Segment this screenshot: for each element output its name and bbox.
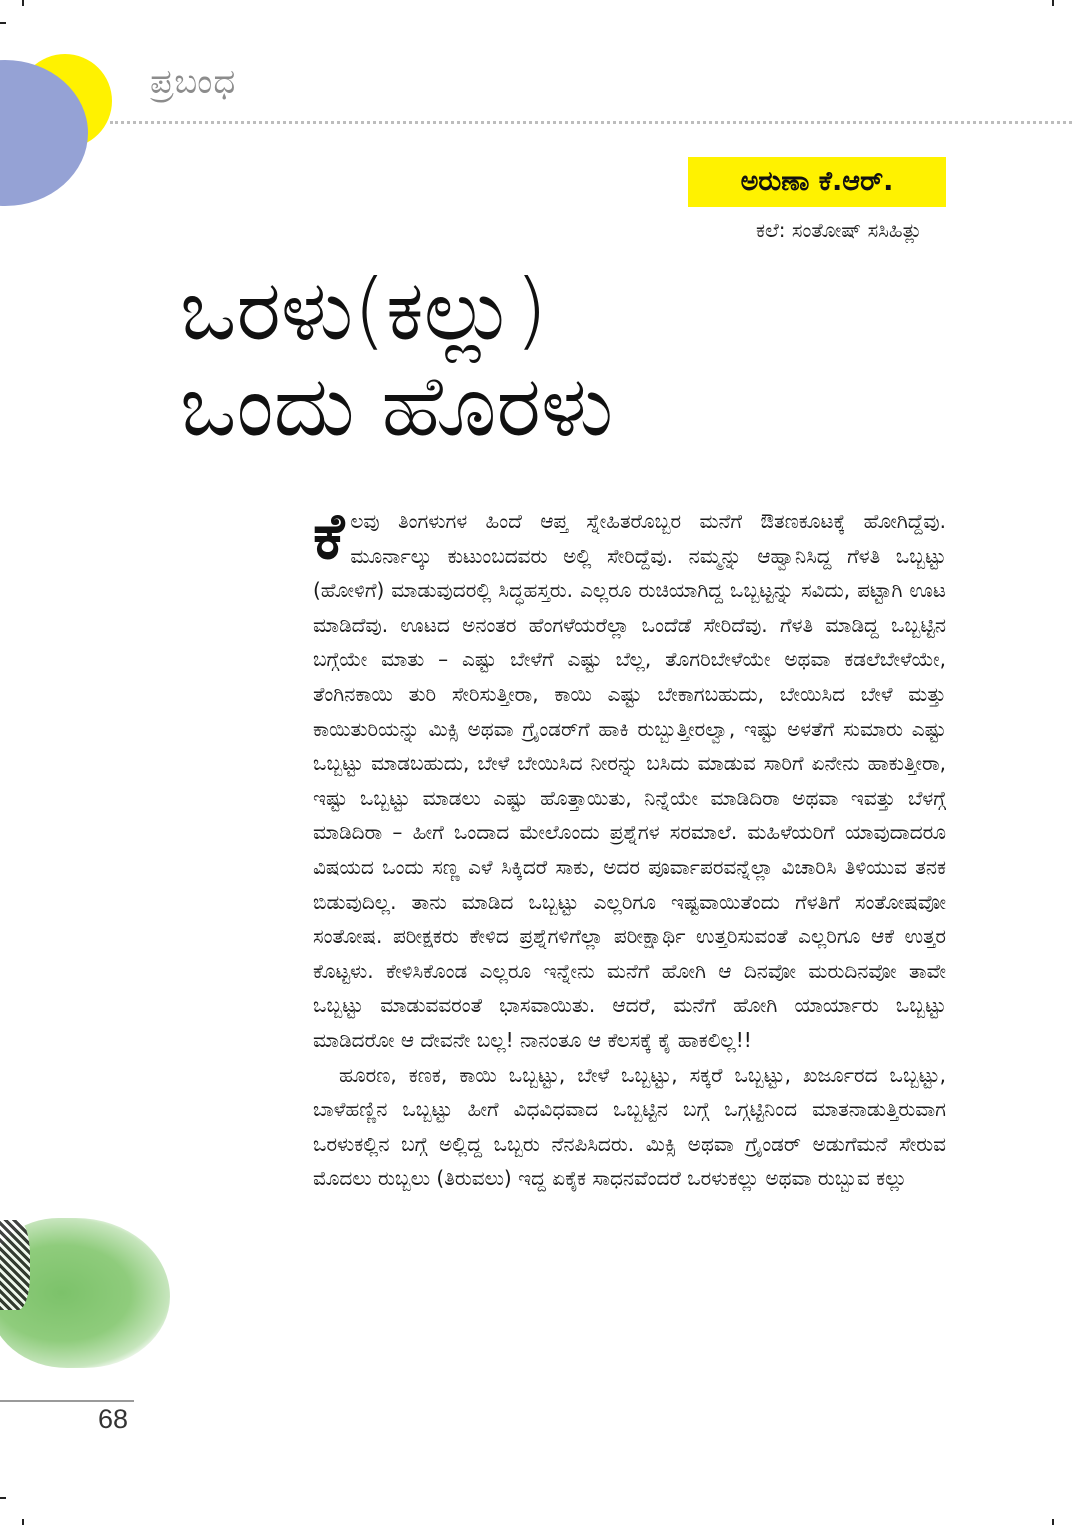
art-credit: ಕಲೆ: ಸಂತೋಷ್ ಸಸಿಹಿತ್ಲು bbox=[755, 218, 922, 242]
ink-figure-illustration bbox=[0, 1220, 30, 1310]
crop-mark bbox=[1052, 0, 1054, 6]
paragraph-2-text: ಹೂರಣ, ಕಣಕ, ಕಾಯಿ ಒಬ್ಬಟ್ಟು, ಬೇಳೆ ಒಬ್ಬಟ್ಟು, ಸಕ್ಕರೆ ಒಬ್ಬಟ್ಟು, ಖರ್ಜೂರದ ಒಬ್ಬಟ್ಟು, ಬಾಳೆಹಣ್ಣಿನ ಒಬ್ಬಟ್ಟು ಹೀಗೆ ವಿಧವಿಧವಾದ ಒಬ್ಬಟ್ಟಿನ ಬಗ್ಗೆ ಒಗ್ಗಟ್ಟಿನಿಂದ ಮಾತನಾಡುತ್ತಿರುವಾಗ ಒರಳುಕಲ್ಲಿನ ಬಗ್ಗೆ ಅಲ್ಲಿದ್ದ ಒಬ್ಬರು ನೆನಪಿಸಿದರು. ಮಿಕ್ಸಿ ಅಥವಾ ಗ್ರೈಂಡರ್ ಅಡುಗೆಮನೆ ಸೇರುವ ಮೊದಲು ರುಬ್ಬಲು (ತಿರುವಲು) ಇದ್ದ ಏಕೈಕ ಸಾಧನವೆಂದರೆ ಒರಳುಕಲ್ಲು ಅಥವಾ ರುಬ್ಬುವ ಕಲ್ಲು bbox=[313, 1062, 946, 1191]
header-divider bbox=[110, 121, 1072, 124]
paragraph-1-text: ಲವು ತಿಂಗಳುಗಳ ಹಿಂದೆ ಆಪ್ತ ಸ್ನೇಹಿತರೊಬ್ಬರ ಮನೆಗೆ ಔತಣಕೂಟಕ್ಕೆ ಹೋಗಿದ್ದೆವು. ಮೂರ್ನಾಲ್ಕು ಕುಟುಂಬದವರು ಅಲ್ಲಿ ಸೇರಿದ್ದೆವು. ನಮ್ಮನ್ನು ಆಹ್ವಾನಿಸಿದ್ದ ಗೆಳತಿ ಒಬ್ಬಟ್ಟು (ಹೋಳಿಗೆ) ಮಾಡುವುದರಲ್ಲಿ ಸಿದ್ಧಹಸ್ತರು. ಎಲ್ಲರೂ ರುಚಿಯಾಗಿದ್ದ ಒಬ್ಬಟ್ಟನ್ನು ಸವಿದು, ಪಟ್ಟಾಗಿ ಊಟ ಮಾಡಿದೆವು. ಊಟದ ಅನಂತರ ಹೆಂಗಳೆಯರೆಲ್ಲಾ ಒಂದೆಡೆ ಸೇರಿದೆವು. ಗೆಳತಿ ಮಾಡಿದ್ದ ಒಬ್ಬಟ್ಟಿನ ಬಗ್ಗೆಯೇ ಮಾತು – ಎಷ್ಟು ಬೇಳೆಗೆ ಎಷ್ಟು ಬೆಲ್ಲ, ತೊಗರಿಬೇಳೆಯೇ ಅಥವಾ ಕಡಲೆಬೇಳೆಯೇ, ತೆಂಗಿನಕಾಯಿ ತುರಿ ಸೇರಿಸುತ್ತೀರಾ, ಕಾಯಿ ಎಷ್ಟು ಬೇಕಾಗಬಹುದು, ಬೇಯಿಸಿದ ಬೇಳೆ ಮತ್ತು ಕಾಯಿತುರಿಯನ್ನು ಮಿಕ್ಸಿ ಅಥವಾ ಗ್ರೈಂಡರ್‌ಗೆ ಹಾಕಿ ರುಬ್ಬುತ್ತೀರಲ್ವಾ, ಇಷ್ಟು ಅಳತೆಗೆ ಸುಮಾರು ಎಷ್ಟು ಒಬ್ಬಟ್ಟು ಮಾಡಬಹುದು, ಬೇಳೆ ಬೇಯಿಸಿದ ನೀರನ್ನು ಬಸಿದು ಮಾಡುವ ಸಾರಿಗೆ ಏನೇನು ಹಾಕುತ್ತೀರಾ, ಇಷ್ಟು ಒಬ್ಬಟ್ಟು ಮಾಡಲು ಎಷ್ಟು ಹೊತ್ತಾಯಿತು, ನಿನ್ನೆಯೇ ಮಾಡಿದಿರಾ ಅಥವಾ ಇವತ್ತು ಬೆಳಗ್ಗೆ ಮಾಡಿದಿರಾ – ಹೀಗೆ ಒಂದಾದ ಮೇಲೊಂದು ಪ್ರಶ್ನೆಗಳ ಸರಮಾಲೆ. ಮಹಿಳೆಯರಿಗೆ ಯಾವುದಾದರೂ ವಿಷಯದ ಒಂದು ಸಣ್ಣ ಎಳೆ ಸಿಕ್ಕಿದರೆ ಸಾಕು, ಅದರ ಪೂರ್ವಾಪರವನ್ನೆಲ್ಲಾ ವಿಚಾರಿಸಿ ತಿಳಿಯುವ ತನಕ ಬಿಡುವುದಿಲ್ಲ. ತಾನು ಮಾಡಿದ ಒಬ್ಬಟ್ಟು ಎಲ್ಲರಿಗೂ ಇಷ್ಟವಾಯಿತೆಂದು ಗೆಳತಿಗೆ ಸಂತೋಷವೋ ಸಂತೋಷ. ಪರೀಕ್ಷಕರು ಕೇಳಿದ ಪ್ರಶ್ನೆಗಳಿಗೆಲ್ಲಾ ಪರೀಕ್ಷಾರ್ಥಿ ಉತ್ತರಿಸುವಂತೆ ಎಲ್ಲರಿಗೂ ಆಕೆ ಉತ್ತರ ಕೊಟ್ಟಳು. ಕೇಳಿಸಿಕೊಂಡ ಎಲ್ಲರೂ ಇನ್ನೇನು ಮನೆಗೆ ಹೋಗಿ ಆ ದಿನವೋ ಮರುದಿನವೋ ತಾವೇ ಒಬ್ಬಟ್ಟು ಮಾಡುವವರಂತೆ ಭಾಸವಾಯಿತು. ಆದರೆ, ಮನೆಗೆ ಹೋಗಿ ಯಾರ್ಯಾರು ಒಬ್ಬಟ್ಟು ಮಾಡಿದರೋ ಆ ದೇವನೇ ಬಲ್ಲ! ನಾನಂತೂ ಆ ಕೆಲಸಕ್ಕೆ ಕೈ ಹಾಕಲಿಲ್ಲ!! bbox=[313, 509, 946, 1052]
crop-mark bbox=[0, 22, 6, 24]
crop-mark bbox=[22, 0, 24, 6]
article-title bbox=[180, 262, 880, 454]
author-name: ಅರುಣಾ ಕೆ.ಆರ್. bbox=[740, 166, 894, 197]
paragraph bbox=[313, 504, 946, 1058]
drop-cap: ಕೆ bbox=[313, 504, 345, 574]
author-badge bbox=[688, 157, 946, 207]
crop-mark bbox=[0, 1497, 6, 1499]
crop-mark bbox=[22, 1519, 24, 1525]
page-number: 68 bbox=[98, 1404, 129, 1434]
footer-divider bbox=[0, 1400, 134, 1402]
title-line-2: ಒಂದು ಹೊರಳು bbox=[180, 357, 614, 455]
section-label: ಪ್ರಬಂಧ bbox=[150, 62, 237, 102]
crop-mark bbox=[1052, 1519, 1054, 1525]
title-line-1: ಒರಳು(ಕಲ್ಲು) bbox=[180, 261, 548, 359]
article-body bbox=[313, 504, 946, 1389]
paragraph bbox=[313, 1058, 946, 1196]
